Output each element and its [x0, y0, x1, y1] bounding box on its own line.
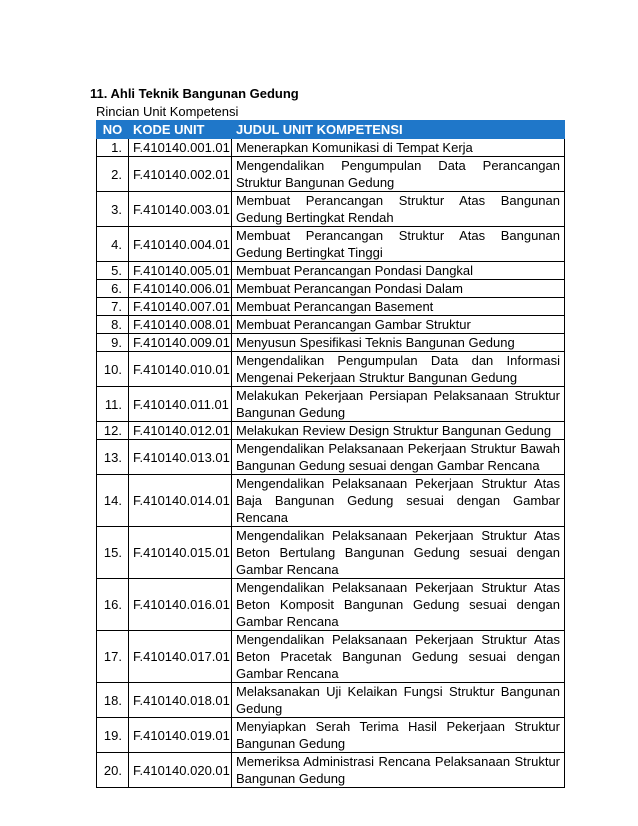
cell-title: Mengendalikan Pengumpulan Data Perancangan Struktur Bangunan Gedung: [232, 157, 565, 192]
cell-title: Mengendalikan Pelaksanaan Pekerjaan Struktur Atas Beton Komposit Bangunan Gedung sesuai dengan Gambar Rencana: [232, 579, 565, 631]
table-row: [97, 683, 565, 718]
cell-no: 3.: [97, 192, 129, 227]
cell-title: Melakukan Review Design Struktur Bangunan Gedung: [232, 422, 565, 440]
cell-no: 17.: [97, 631, 129, 683]
cell-no: 18.: [97, 683, 129, 718]
cell-code: F.410140.016.01: [129, 579, 232, 631]
table-row: [97, 475, 565, 527]
cell-code: F.410140.011.01: [129, 387, 232, 422]
table-row: [97, 753, 565, 788]
cell-no: 4.: [97, 227, 129, 262]
section-subheading: Rincian Unit Kompetensi: [96, 104, 239, 119]
cell-no: 10.: [97, 352, 129, 387]
cell-no: 16.: [97, 579, 129, 631]
table-row: [97, 422, 565, 440]
table-row: [97, 440, 565, 475]
table-body: [97, 139, 565, 788]
cell-code: F.410140.020.01: [129, 753, 232, 788]
table-row: [97, 527, 565, 579]
cell-code: F.410140.002.01: [129, 157, 232, 192]
table-row: [97, 352, 565, 387]
cell-title: Membuat Perancangan Pondasi Dalam: [232, 280, 565, 298]
table-header-row: [97, 121, 565, 139]
cell-title: Mengendalikan Pelaksanaan Pekerjaan Struktur Atas Beton Pracetak Bangunan Gedung sesuai dengan Gambar Rencana: [232, 631, 565, 683]
cell-no: 2.: [97, 157, 129, 192]
cell-title: Membuat Perancangan Struktur Atas Bangunan Gedung Bertingkat Tinggi: [232, 227, 565, 262]
table-row: [97, 334, 565, 352]
cell-code: F.410140.018.01: [129, 683, 232, 718]
cell-title: Melakukan Pekerjaan Persiapan Pelaksanaan Struktur Bangunan Gedung: [232, 387, 565, 422]
cell-no: 13.: [97, 440, 129, 475]
cell-title: Mengendalikan Pelaksanaan Pekerjaan Struktur Atas Baja Bangunan Gedung sesuai dengan Gambar Rencana: [232, 475, 565, 527]
cell-title: Melaksanakan Uji Kelaikan Fungsi Struktur Bangunan Gedung: [232, 683, 565, 718]
table-row: [97, 262, 565, 280]
cell-title: Mengendalikan Pelaksanaan Pekerjaan Struktur Atas Beton Bertulang Bangunan Gedung sesuai dengan Gambar Rencana: [232, 527, 565, 579]
header-code: KODE UNIT: [129, 121, 232, 139]
cell-title: Membuat Perancangan Pondasi Dangkal: [232, 262, 565, 280]
table-row: [97, 139, 565, 157]
table-row: [97, 280, 565, 298]
cell-no: 12.: [97, 422, 129, 440]
cell-code: F.410140.009.01: [129, 334, 232, 352]
cell-title: Mengendalikan Pengumpulan Data dan Informasi Mengenai Pekerjaan Struktur Bangunan Gedung: [232, 352, 565, 387]
cell-no: 15.: [97, 527, 129, 579]
table-row: [97, 192, 565, 227]
cell-no: 11.: [97, 387, 129, 422]
cell-code: F.410140.008.01: [129, 316, 232, 334]
cell-code: F.410140.007.01: [129, 298, 232, 316]
table-row: [97, 316, 565, 334]
cell-title: Membuat Perancangan Gambar Struktur: [232, 316, 565, 334]
table-row: [97, 157, 565, 192]
table-row: [97, 718, 565, 753]
table-row: [97, 387, 565, 422]
cell-code: F.410140.017.01: [129, 631, 232, 683]
cell-no: 7.: [97, 298, 129, 316]
header-title: JUDUL UNIT KOMPETENSI: [232, 121, 565, 139]
cell-no: 1.: [97, 139, 129, 157]
cell-title: Menyusun Spesifikasi Teknis Bangunan Gedung: [232, 334, 565, 352]
cell-code: F.410140.003.01: [129, 192, 232, 227]
cell-code: F.410140.006.01: [129, 280, 232, 298]
cell-code: F.410140.004.01: [129, 227, 232, 262]
header-no: NO: [97, 121, 129, 139]
cell-no: 8.: [97, 316, 129, 334]
cell-code: F.410140.010.01: [129, 352, 232, 387]
cell-title: Menerapkan Komunikasi di Tempat Kerja: [232, 139, 565, 157]
cell-code: F.410140.005.01: [129, 262, 232, 280]
cell-code: F.410140.001.01: [129, 139, 232, 157]
cell-no: 6.: [97, 280, 129, 298]
cell-code: F.410140.012.01: [129, 422, 232, 440]
cell-code: F.410140.019.01: [129, 718, 232, 753]
cell-title: Membuat Perancangan Basement: [232, 298, 565, 316]
cell-code: F.410140.015.01: [129, 527, 232, 579]
competency-units-table: [96, 120, 565, 788]
cell-no: 9.: [97, 334, 129, 352]
cell-title: Membuat Perancangan Struktur Atas Bangunan Gedung Bertingkat Rendah: [232, 192, 565, 227]
cell-code: F.410140.014.01: [129, 475, 232, 527]
table-row: [97, 298, 565, 316]
cell-code: F.410140.013.01: [129, 440, 232, 475]
section-heading: 11. Ahli Teknik Bangunan Gedung: [90, 86, 299, 101]
cell-title: Menyiapkan Serah Terima Hasil Pekerjaan Struktur Bangunan Gedung: [232, 718, 565, 753]
cell-title: Mengendalikan Pelaksanaan Pekerjaan Struktur Bawah Bangunan Gedung sesuai dengan Gambar Rencana: [232, 440, 565, 475]
cell-title: Memeriksa Administrasi Rencana Pelaksanaan Struktur Bangunan Gedung: [232, 753, 565, 788]
cell-no: 20.: [97, 753, 129, 788]
cell-no: 19.: [97, 718, 129, 753]
table-row: [97, 631, 565, 683]
table-row: [97, 579, 565, 631]
cell-no: 14.: [97, 475, 129, 527]
cell-no: 5.: [97, 262, 129, 280]
table-row: [97, 227, 565, 262]
